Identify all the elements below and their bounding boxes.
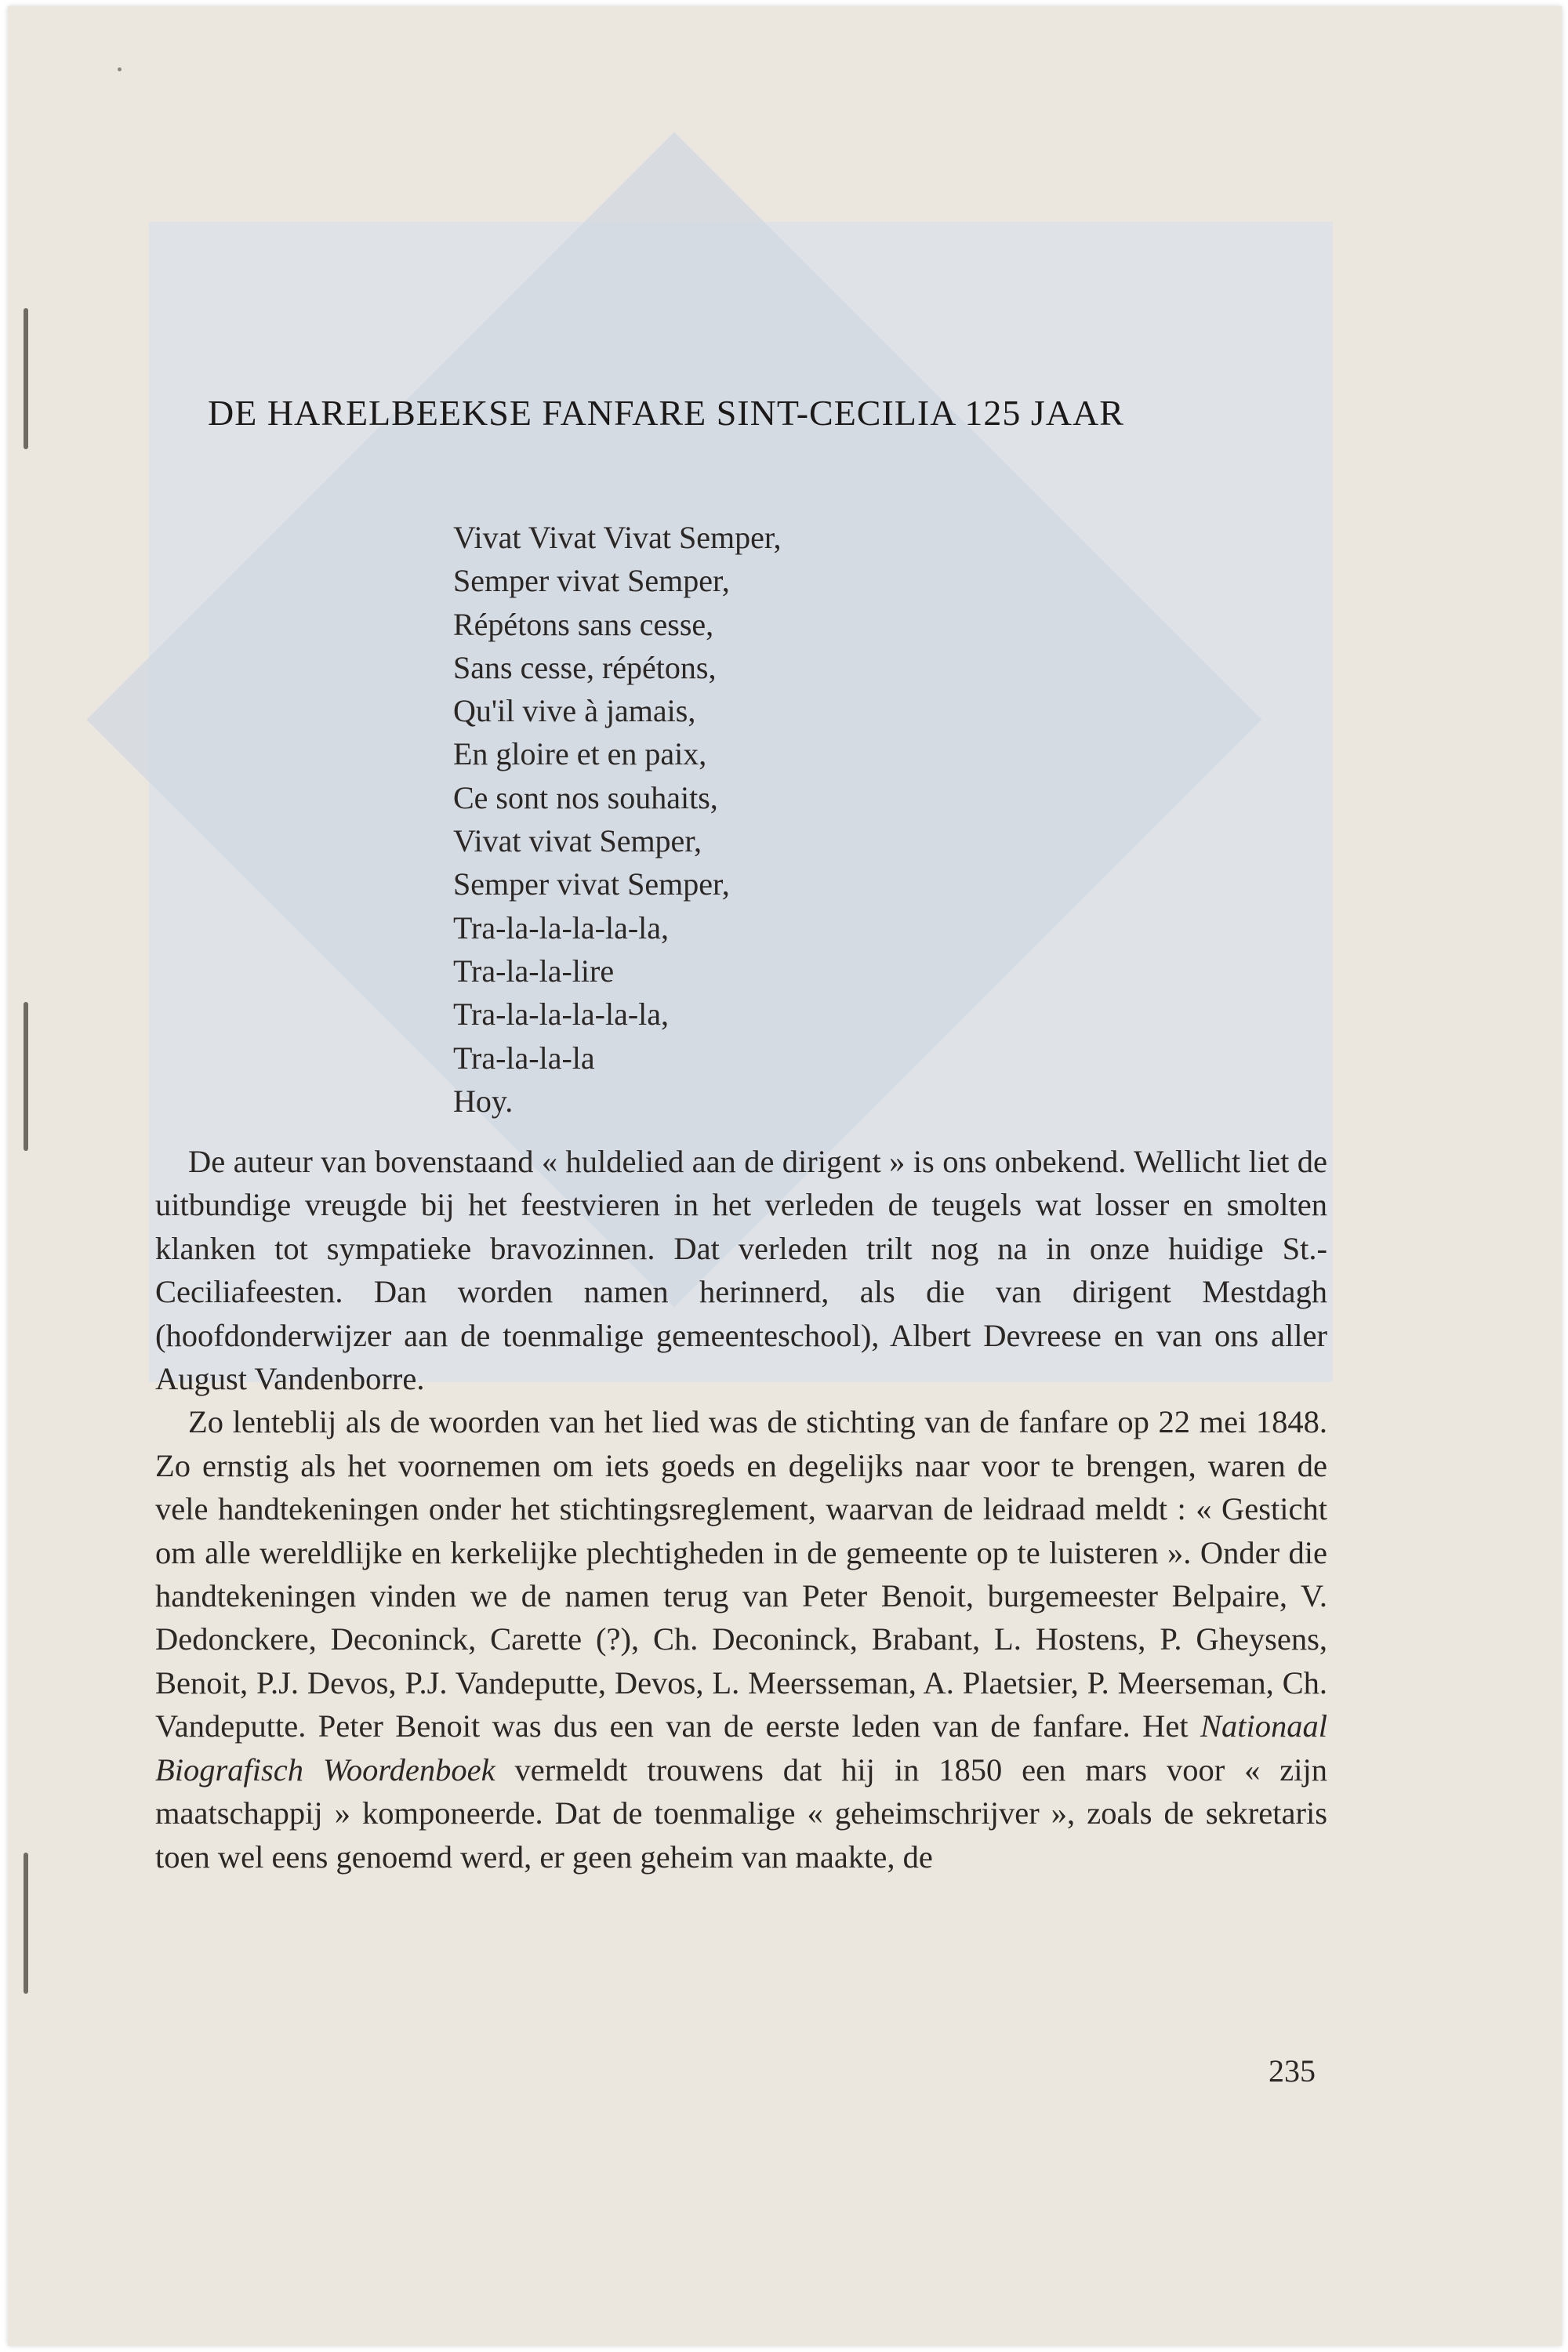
poem-line: Tra-la-la-la xyxy=(453,1040,595,1076)
binding-staple-top xyxy=(24,308,28,449)
poem-line: Hoy. xyxy=(453,1083,514,1119)
paragraph-founding-text-cont: vermeldt trouwens dat hij in 1850 een mars voor « zijn maatschappij » komponeerde. Dat de toenmalige « geheimschrijver », zoals de sekretaris toen wel eens genoemd werd, er geen geheim van maakte, de xyxy=(155,1751,1327,1875)
poem-line: Répétons sans cesse, xyxy=(453,606,714,642)
poem-line: Semper vivat Semper, xyxy=(453,563,730,599)
poem-line: Qu'il vive à jamais, xyxy=(453,693,696,729)
poem-line: Vivat Vivat Vivat Semper, xyxy=(453,520,782,555)
paragraph-founding-text: Zo lenteblij als de woorden van het lied was de stichting van de fanfare op 22 mei 1848. Zo ernstig als het voornemen om iets goeds en degelijks naar voor te brengen, waren de vele handtekeningen onder het stichtingsreglement, waarvan de leidraad meldt : « Gesticht om alle wereldlijke en kerkelijke plechtigheden in de gemeente op te luisteren ». Onder die handtekeningen vinden we de namen terug van Peter Benoit, burgemeester Belpaire, V. Dedonckere, Deconinck, Carette (?), Ch. Deconinck, Brabant, L. Hostens, P. Gheysens, Benoit, P.J. Devos, P.J. Vandeputte, Devos, L. Meersseman, A. Plaetsier, P. Meerseman, Ch. Vandeputte. Peter Benoit was dus een van de eerste leden van de fanfare. Het xyxy=(155,1404,1327,1744)
poem-line: Tra-la-la-la-la-la, xyxy=(453,996,670,1033)
paragraph-intro: De auteur van bovenstaand « huldelied aan de dirigent » is ons onbekend. Wellicht liet de uitbundige vreugde bij het feestvieren in het verleden de teugels wat losser en smolten klanken tot sympatieke bravozinnen. Dat verleden trilt nog na in onze huidige St.-Ceciliafeesten. Dan worden namen herinnerd, als die van dirigent Mestdagh (hoofdonderwijzer aan de toenmalige gemeenteschool), Albert Devreese en van ons aller August Vandenborre. xyxy=(155,1144,1327,1397)
poem xyxy=(453,516,782,1123)
page-number: 235 xyxy=(1269,2053,1316,2089)
poem-line: Tra-la-la-lire xyxy=(453,953,615,989)
poem-line: En gloire et en paix, xyxy=(453,736,707,772)
paper-speck xyxy=(118,67,122,71)
paragraph-founding xyxy=(155,1400,1327,1878)
poem-line: Sans cesse, répétons, xyxy=(453,649,717,685)
page-sheet xyxy=(8,6,1562,2346)
article-body xyxy=(155,1140,1327,1878)
poem-line: Semper vivat Semper, xyxy=(453,866,730,902)
poem-line: Vivat vivat Semper, xyxy=(453,823,702,859)
binding-staple-middle xyxy=(24,1002,28,1151)
book-title: Nationaal Biografisch Woordenboek xyxy=(155,1708,1327,1788)
article-title: DE HARELBEEKSE FANFARE SINT-CECILIA 125 JAAR xyxy=(208,393,1124,433)
poem-line: Tra-la-la-la-la-la, xyxy=(453,909,670,946)
binding-staple-bottom xyxy=(24,1853,28,1994)
poem-line: Ce sont nos souhaits, xyxy=(453,779,718,815)
